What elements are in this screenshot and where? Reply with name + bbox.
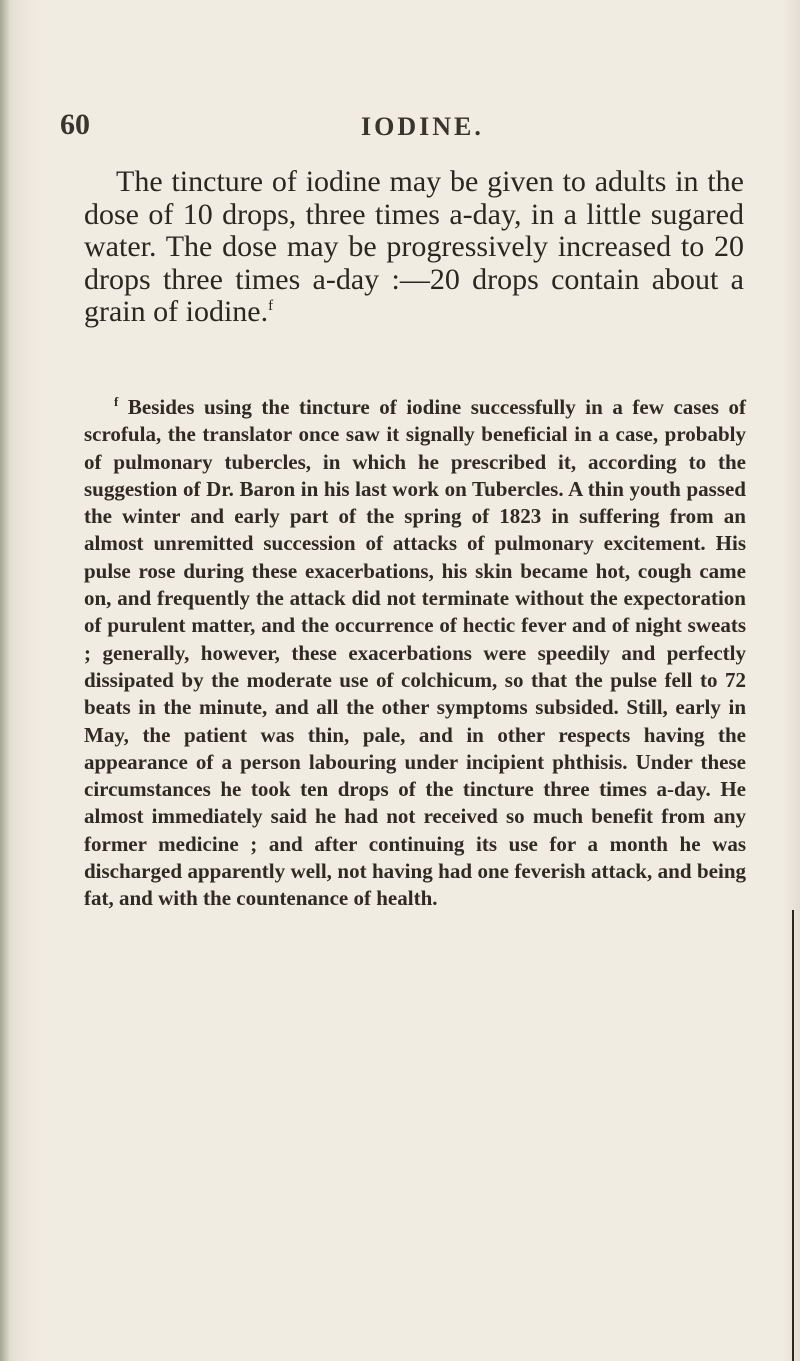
main-paragraph — [84, 166, 744, 329]
footnote-text: Besides using the tincture of iodine successfully in a few cases of scrofula, the translator once saw it signally beneficial in a case, probably of pulmonary tubercles, in which he prescribed it, according to the suggestion of Dr. Baron in his last work on Tubercles. A thin youth passed the winter and early part of the spring of 1823 in suffering from an almost unremitted succession of attacks of pulmonary excitement. His pulse rose during these exacerbations, his skin became hot, cough came on, and frequently the attack did not terminate without the expectoration of purulent matter, and the occurrence of hectic fever and of night sweats ; generally, however, these exacerbations were speedily and perfectly dissipated by the moderate use of colchicum, so that the pulse fell to 72 beats in the minute, and all the other symptoms subsided. Still, early in May, the patient was thin, pale, and in other respects having the appearance of a person labouring under incipient phthisis. Under these circumstances he took ten drops of the tincture three times a-day. He almost immediately said he had not received so much benefit from any former medicine ; and after continuing its use for a month he was discharged apparently well, not having had one feverish attack, and being fat, and with the countenance of health. — [84, 395, 746, 911]
main-paragraph-text: The tincture of iodine may be given to adults in the dose of 10 drops, three times a-day, in a little sugared water. The dose may be progressively increased to 20 drops three times a-day :—20 drops contain about a grain of iodine. — [84, 165, 744, 328]
footnote-marker: f — [114, 394, 119, 409]
page-edge-shadow — [0, 0, 10, 1361]
page-number: 60 — [60, 108, 90, 141]
running-head: IODINE. — [361, 112, 484, 141]
footnote — [84, 394, 746, 913]
page-header — [60, 108, 760, 148]
footnote-reference: f — [268, 298, 274, 314]
page-edge-line — [792, 910, 794, 1361]
